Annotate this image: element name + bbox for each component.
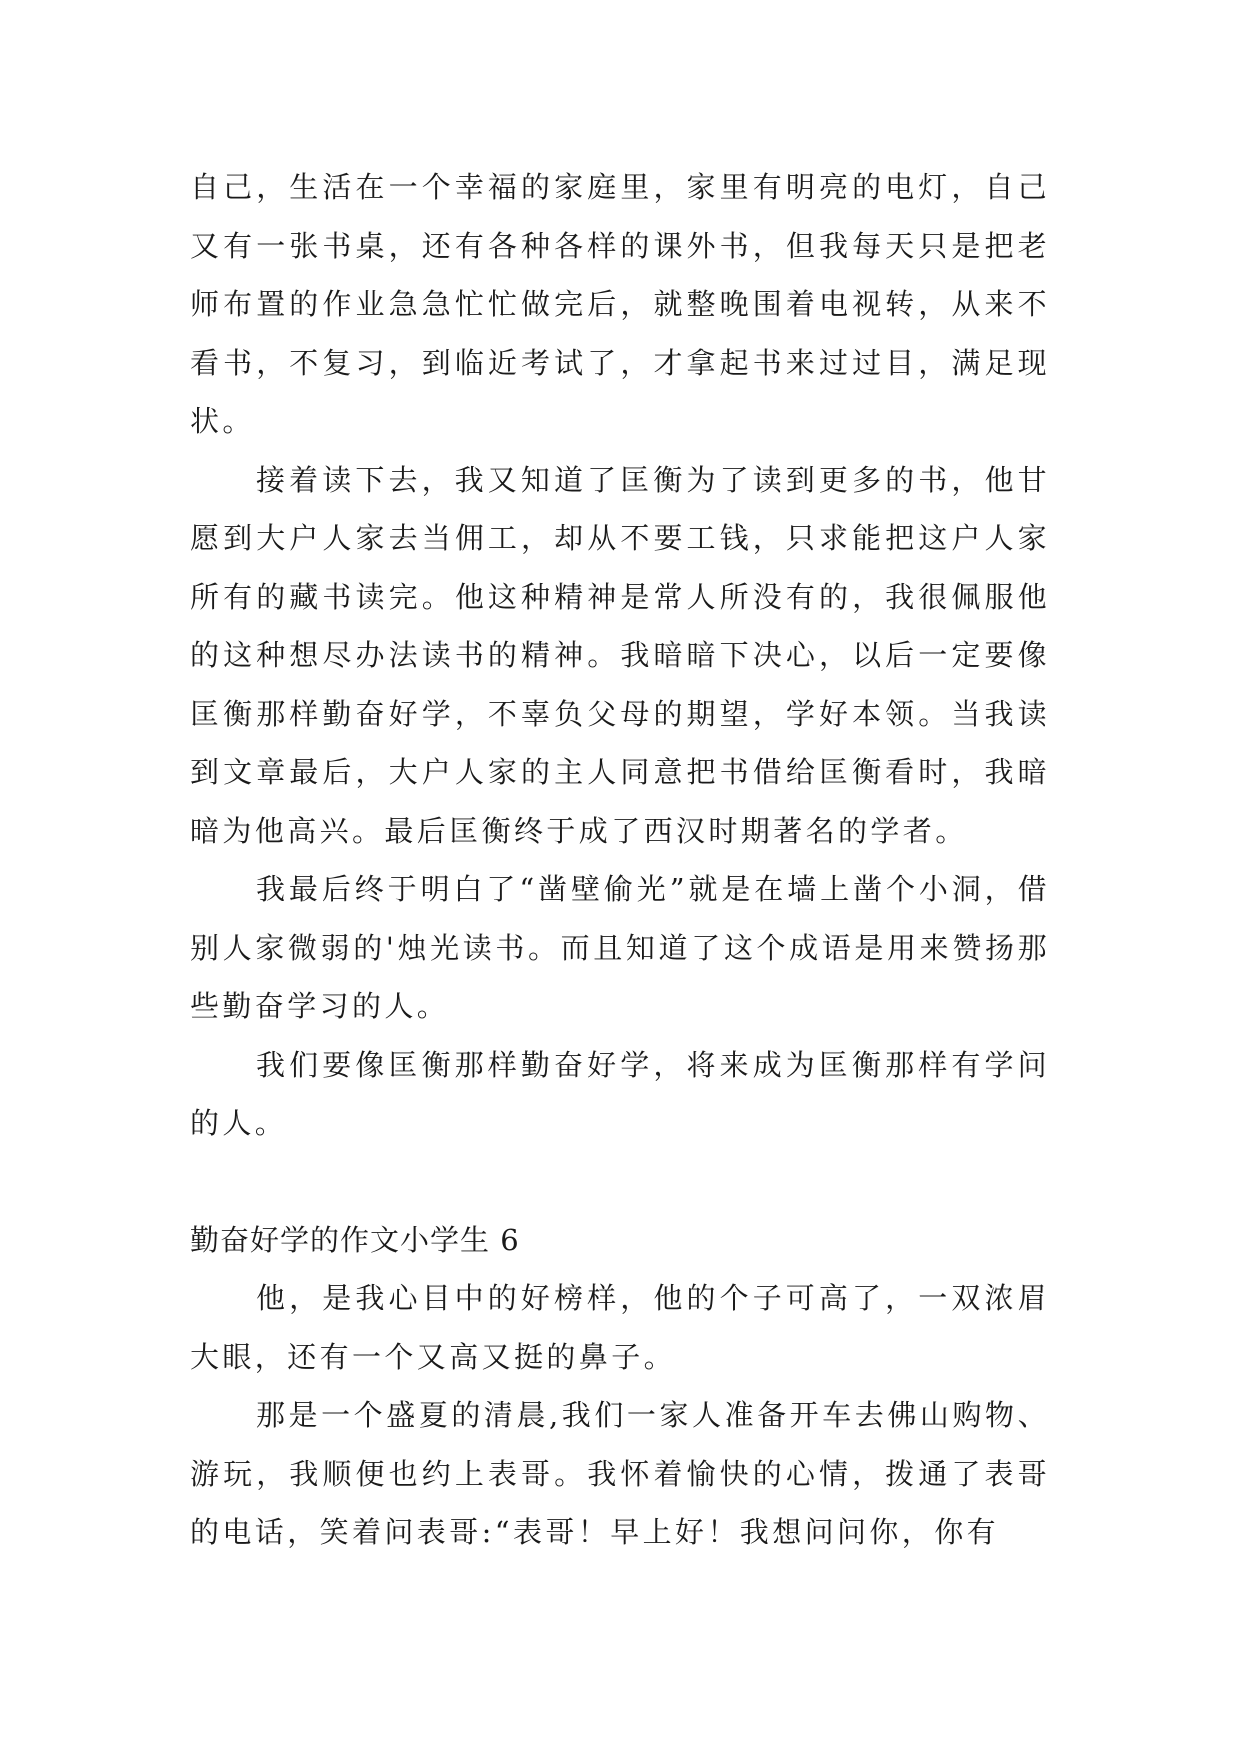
paragraph-kuang-heng-labor: 接着读下去，我又知道了匡衡为了读到更多的书，他甘愿到大户人家去当佣工，却从不要工钱，只求能把这户人家所有的藏书读完。他这种精神是常人所没有的，我很佩服他的这种想尽办法读书的精神。我暗暗下决心，以后一定要像匡衡那样勤奋好学，不辜负父母的期望，学好本领。当我读到文章最后，大户人家的主人同意把书借给匡衡看时，我暗暗为他高兴。最后匡衡终于成了西汉时期著名的学者。 <box>190 462 1050 848</box>
paragraph-conclusion: 我们要像匡衡那样勤奋好学，将来成为匡衡那样有学问的人。 <box>190 1047 1050 1140</box>
paragraph-role-model: 他，是我心目中的好榜样，他的个子可高了，一双浓眉大眼，还有一个又高又挺的鼻子。 <box>190 1281 1050 1374</box>
paragraph-idiom-meaning: 我最后终于明白了“凿壁偷光”就是在墙上凿个小洞，借别人家微弱的'烛光读书。而且知道了这个成语是用来赞扬那些勤奋学习的人。 <box>190 872 1050 1023</box>
paragraph-summer-morning: 那是一个盛夏的清晨,我们一家人准备开车去佛山购物、游玩，我顺便也约上表哥。我怀着愉快的心情，拨通了表哥的电话，笑着问表哥:“表哥！早上好！我想问问你，你有 <box>190 1398 1050 1549</box>
paragraph-continued: 自己，生活在一个幸福的家庭里，家里有明亮的电灯，自己又有一张书桌，还有各种各样的课外书，但我每天只是把老师布置的作业急急忙忙做完后，就整晚围着电视转，从来不看书，不复习，到临近考试了，才拿起书来过过目，满足现状。 <box>190 170 1050 438</box>
document-body <box>190 158 1050 1562</box>
section-title: 勤奋好学的作文小学生 6 <box>190 1222 520 1257</box>
